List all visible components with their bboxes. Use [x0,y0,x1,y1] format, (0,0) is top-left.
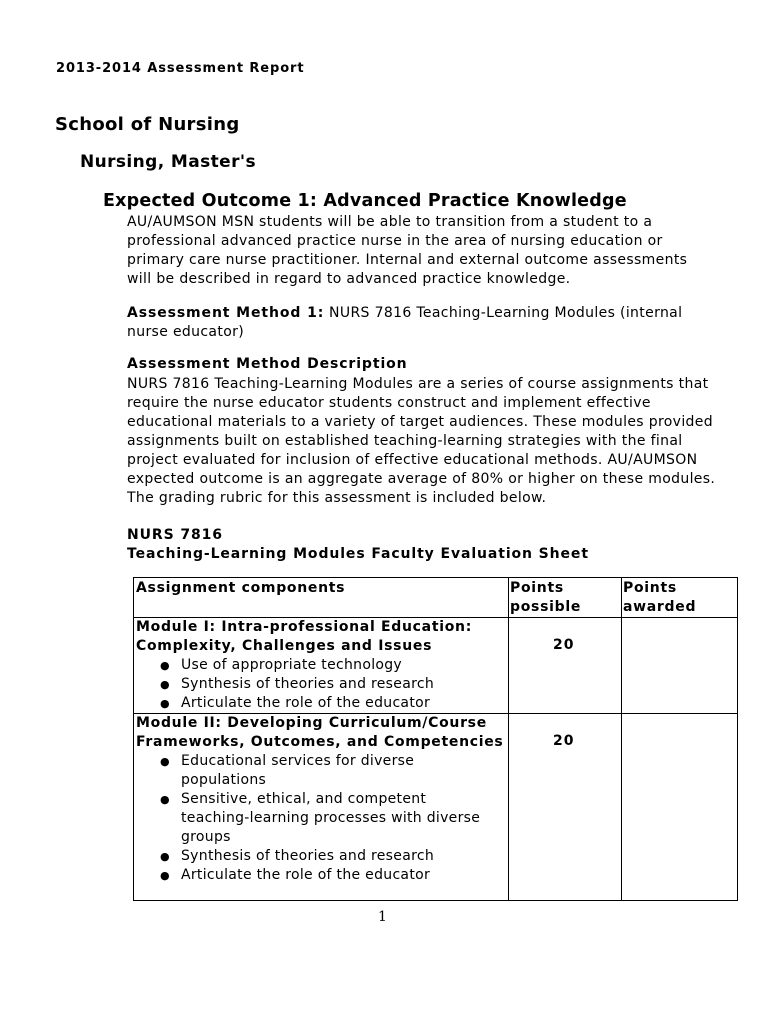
module-1-points: 20 [553,637,575,653]
course-code: NURS 7816 [127,527,223,543]
outcome-line: primary care nurse practitioner. Internal and external outcome assessments [127,252,688,268]
column-divider [621,577,622,901]
outcome-title: Expected Outcome 1: Advanced Practice Knowledge [103,191,627,211]
description-line: educational materials to a variety of target audiences. These modules provided [127,414,713,430]
description-line: NURS 7816 Teaching-Learning Modules are a series of course assignments that [127,376,709,392]
outcome-line: will be described in regard to advanced practice knowledge. [127,271,571,287]
module-2-title: Module II: Developing Curriculum/Course Frameworks, Outcomes, and Competencies [136,715,504,750]
bullet-icon: ● [160,659,170,672]
table-border-left [133,577,134,901]
evaluation-sheet-heading [127,526,589,564]
bullet-icon: ● [160,697,170,710]
bullet-icon: ● [160,869,170,882]
method-label: Assessment Method 1: [127,305,325,321]
list-item: ● Synthesis of theories and research [160,676,434,692]
outcome-line: AU/AUMSON MSN students will be able to transition from a student to a [127,214,653,230]
table-border-right [737,577,738,901]
method-text: NURS 7816 Teaching-Learning Modules (internal [329,305,683,321]
column-header-components: Assignment components [136,580,346,596]
bullet-icon: ● [160,678,170,691]
column-divider [508,577,509,901]
assessment-method [127,304,752,342]
outcome-description [127,213,752,289]
table-border-bottom [133,900,738,901]
description-line: assignments built on established teaching-learning strategies with the final [127,433,683,449]
list-item: ● Articulate the role of the educator [160,695,431,711]
list-item: ● Sensitive, ethical, and competent teaching-learning processes with diverse groups [160,791,481,845]
description-line: expected outcome is an aggregate average of 80% or higher on these modules. [127,471,716,487]
module-1-items [160,656,434,713]
column-header-points-awarded: Points awarded [623,580,697,615]
method-description [127,375,752,508]
list-item: ● Educational services for diverse populations [160,753,415,788]
table-border-top [133,577,738,578]
list-item: ● Articulate the role of the educator [160,867,431,883]
method-description-heading: Assessment Method Description [127,356,408,372]
evaluation-table [133,577,738,901]
report-header: 2013-2014 Assessment Report [56,61,305,76]
outcome-line: professional advanced practice nurse in the area of nursing education or [127,233,663,249]
bullet-icon: ● [160,793,170,806]
description-line: The grading rubric for this assessment is included below. [127,490,547,506]
module-2-points: 20 [553,733,575,749]
bullet-icon: ● [160,850,170,863]
description-line: project evaluated for inclusion of effective educational methods. AU/AUMSON [127,452,698,468]
school-title: School of Nursing [55,114,240,135]
list-item: ● Use of appropriate technology [160,657,403,673]
page-number: 1 [378,909,387,925]
column-header-points-possible: Points possible [510,580,582,615]
module-2-items [160,752,481,885]
method-text-continued: nurse educator) [127,324,245,340]
program-title: Nursing, Master's [80,152,256,172]
list-item: ● Synthesis of theories and research [160,848,434,864]
sheet-title: Teaching-Learning Modules Faculty Evaluation Sheet [127,546,589,562]
module-1-title: Module I: Intra-professional Education: Complexity, Challenges and Issues [136,619,472,654]
bullet-icon: ● [160,755,170,768]
description-line: require the nurse educator students construct and implement effective [127,395,651,411]
